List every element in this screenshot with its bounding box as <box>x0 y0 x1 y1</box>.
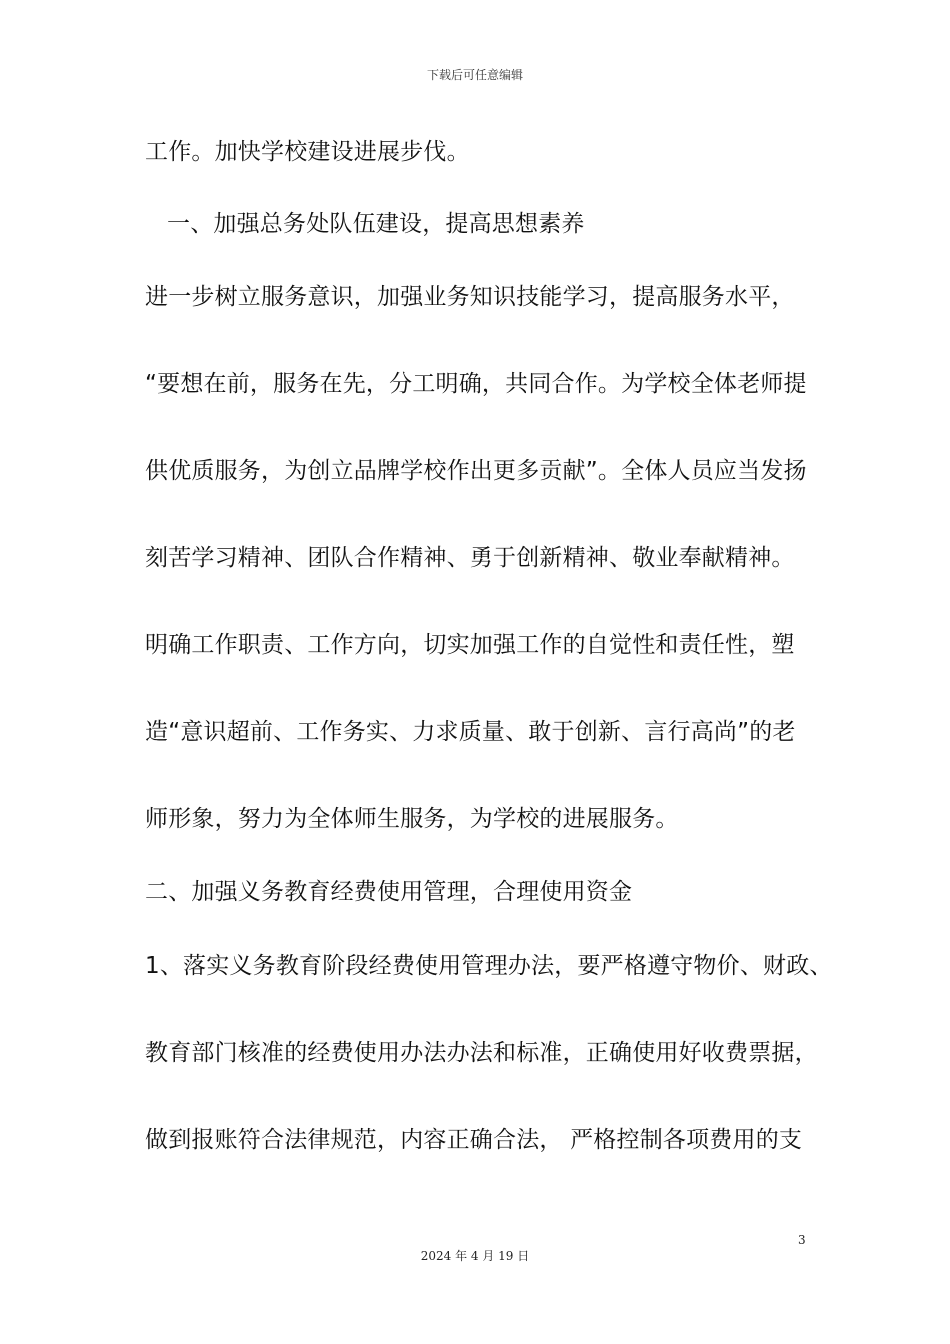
body-line-12: 教育部门核准的经费使用办法办法和标准，正确使用好收费票据， <box>145 1040 818 1066</box>
body-line-7: 明确工作职责、工作方向，切实加强工作的自觉性和责任性，塑 <box>145 632 795 658</box>
section-heading-2: 二、加强义务教育经费使用管理，合理使用资金 <box>145 879 633 905</box>
body-line-3: 进一步树立服务意识，加强业务知识技能学习，提高服务水平， <box>145 284 795 310</box>
body-line-1: 工作。加快学校建设进展步伐。 <box>145 139 470 165</box>
page-header: 下载后可任意编辑 <box>426 68 523 82</box>
section-heading-1: 一、加强总务处队伍建设，提高思想素养 <box>167 211 585 237</box>
body-line-11: 1、落实义务教育阶段经费使用管理办法，要严格遵守物价、财政、 <box>145 953 833 979</box>
body-line-4: “要想在前，服务在先，分工明确，共同合作。为学校全体老师提 <box>145 371 807 397</box>
body-line-8: 造“意识超前、工作务实、力求质量、敢于创新、言行高尚”的老 <box>145 719 796 745</box>
body-line-5: 供优质服务，为创立品牌学校作出更多贡献”。全体人员应当发扬 <box>145 458 807 484</box>
page-number: 3 <box>798 1233 806 1247</box>
body-line-9: 师形象，努力为全体师生服务，为学校的进展服务。 <box>145 806 679 832</box>
footer-date: 2024 年 4 月 19 日 <box>420 1249 530 1263</box>
body-line-13: 做到报账符合法律规范，内容正确合法， 严格控制各项费用的支 <box>145 1127 803 1153</box>
body-line-6: 刻苦学习精神、团队合作精神、勇于创新精神、敬业奉献精神。 <box>145 545 795 571</box>
